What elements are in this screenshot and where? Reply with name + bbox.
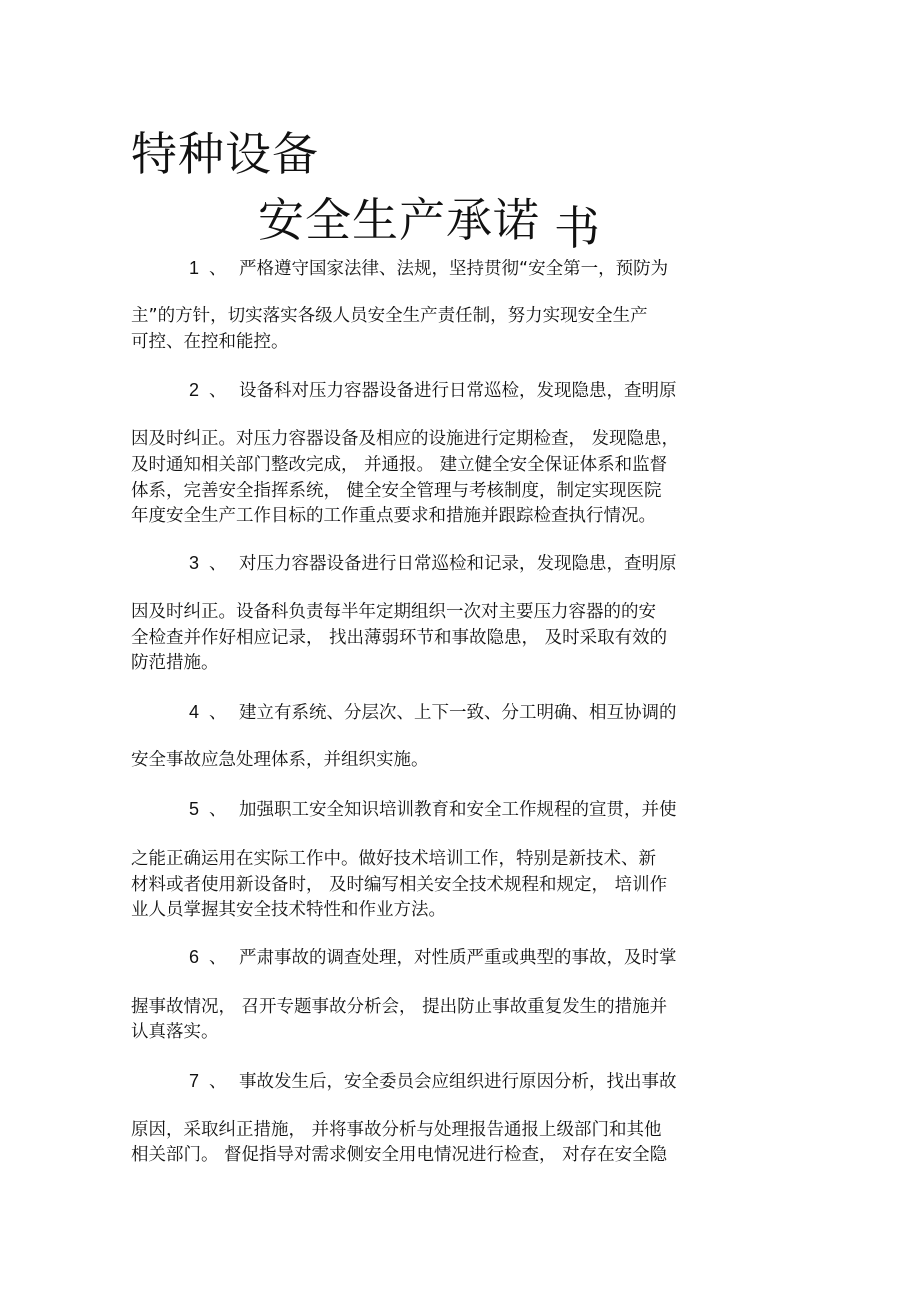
doc-title-line2-main: 安全生产承诺	[258, 193, 540, 247]
item-separator: 、	[209, 381, 227, 401]
item-separator: 、	[209, 259, 227, 279]
item-number: 1	[189, 258, 200, 278]
item-number: 2	[189, 380, 200, 400]
item-separator: 、	[209, 948, 227, 968]
item-lead-text: 建立有系统、分层次、上下一致、分工明确、相互协调的	[239, 703, 677, 723]
item-1-lead	[189, 255, 668, 282]
paragraph-line: 原因，采取纠正措施， 并将事故分析与处理报告通报上级部门和其他	[131, 1120, 662, 1140]
paragraph-line: 主”的方针，切实落实各级人员安全生产责任制，努力实现安全生产	[131, 306, 648, 326]
item-3-lead	[189, 550, 677, 577]
paragraph-line: 业人员掌握其安全技术特性和作业方法。	[131, 900, 446, 920]
paragraph-line: 安全事故应急处理体系，并组织实施。	[131, 750, 429, 770]
item-lead-text: 加强职工安全知识培训教育和安全工作规程的宣贯，并使	[239, 800, 677, 820]
item-lead-text: 严格遵守国家法律、法规，坚持贯彻“安全第一，预防为	[239, 259, 669, 279]
item-lead-text: 严肃事故的调查处理，对性质严重或典型的事故，及时掌	[239, 948, 677, 968]
item-6-lead	[189, 944, 677, 971]
doc-title-line2-last: 书	[554, 201, 601, 255]
paragraph-line: 防范措施。	[131, 653, 219, 673]
item-separator: 、	[209, 1072, 227, 1092]
paragraph-line: 因及时纠正。对压力容器设备及相应的设施进行定期检查， 发现隐患，	[131, 429, 680, 449]
paragraph-line: 及时通知相关部门整改完成， 并通报。 建立健全安全保证体系和监督	[131, 455, 668, 475]
item-number: 3	[189, 553, 200, 573]
item-lead-text: 对压力容器设备进行日常巡检和记录，发现隐患，查明原	[239, 554, 677, 574]
paragraph-line: 材料或者使用新设备时， 及时编写相关安全技术规程和规定， 培训作	[131, 875, 668, 895]
paragraph-line: 因及时纠正。设备科负责每半年定期组织一次对主要压力容器的的安	[131, 602, 656, 622]
doc-title-line2	[258, 190, 601, 255]
paragraph-line: 全检查并作好相应记录， 找出薄弱环节和事故隐患， 及时采取有效的	[131, 628, 668, 648]
item-number: 5	[189, 799, 200, 819]
paragraph-line: 体系，完善安全指挥系统， 健全安全管理与考核制度，制定实现医院	[131, 481, 662, 501]
item-lead-text: 事故发生后，安全委员会应组织进行原因分析，找出事故	[239, 1072, 677, 1092]
paragraph-line: 年度安全生产工作目标的工作重点要求和措施并跟踪检查执行情况。	[131, 506, 656, 526]
item-separator: 、	[209, 703, 227, 723]
item-4-lead	[189, 699, 677, 726]
paragraph-line: 可控、在控和能控。	[131, 332, 289, 352]
paragraph-line: 之能正确运用在实际工作中。做好技术培训工作，特别是新技术、新	[131, 849, 656, 869]
paragraph-line: 相关部门。 督促指导对需求侧安全用电情况进行检查， 对存在安全隐	[131, 1145, 668, 1165]
item-lead-text: 设备科对压力容器设备进行日常巡检，发现隐患，查明原	[239, 381, 677, 401]
item-number: 6	[189, 947, 200, 967]
doc-title-line1: 特种设备	[131, 127, 319, 181]
paragraph-line: 认真落实。	[131, 1022, 219, 1042]
item-separator: 、	[209, 554, 227, 574]
item-number: 7	[189, 1071, 200, 1091]
item-7-lead	[189, 1068, 677, 1095]
item-5-lead	[189, 796, 677, 823]
item-2-lead	[189, 377, 677, 404]
item-separator: 、	[209, 800, 227, 820]
item-number: 4	[189, 702, 200, 722]
paragraph-line: 握事故情况， 召开专题事故分析会， 提出防止事故重复发生的措施并	[131, 997, 668, 1017]
